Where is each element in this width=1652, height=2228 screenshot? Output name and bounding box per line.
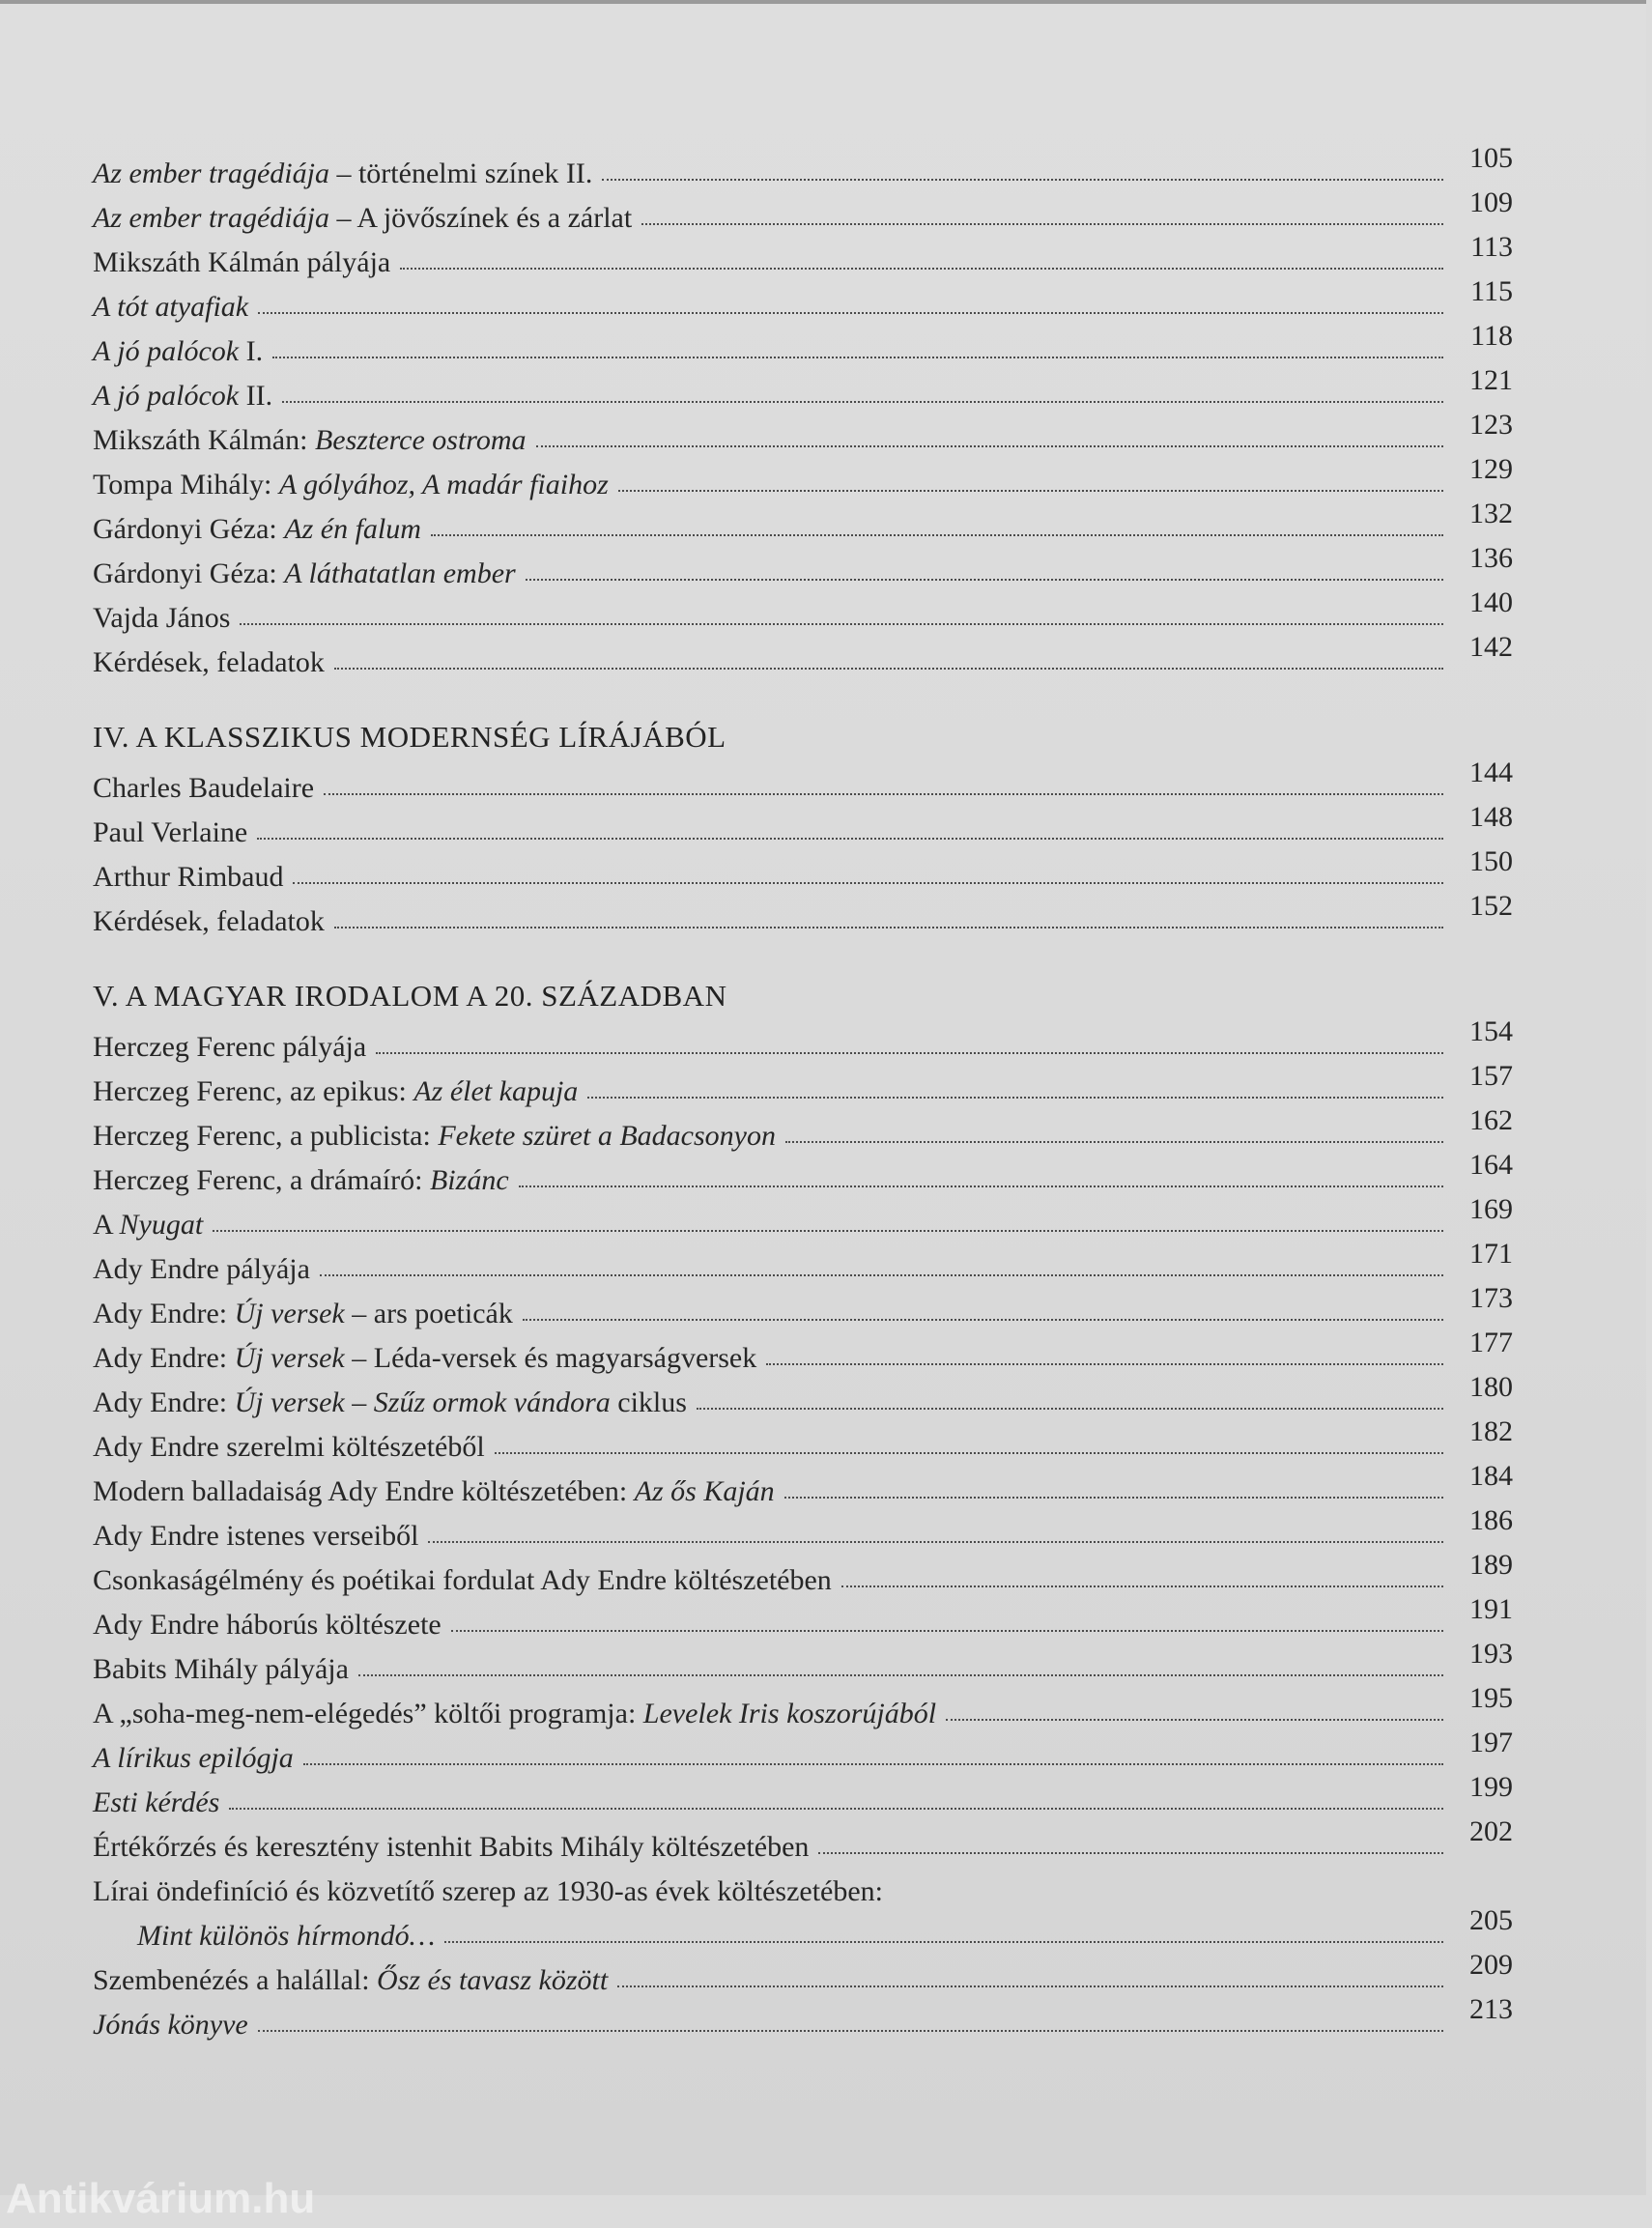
dot-leader [641, 223, 1443, 225]
dot-leader [818, 1852, 1443, 1854]
title-part: Charles Baudelaire [93, 772, 315, 804]
toc-entry-title [93, 772, 314, 804]
page-number: 213 [1469, 1993, 1513, 2025]
dot-leader [618, 490, 1443, 492]
toc-entry [93, 1329, 1513, 1374]
page-number: 186 [1469, 1504, 1513, 1536]
dot-leader [784, 1497, 1443, 1499]
toc-entry-title [93, 1120, 776, 1152]
italic-title-part: Ősz és tavasz között [377, 1964, 609, 1996]
toc-entry-title [93, 557, 516, 589]
toc-entry-title [93, 602, 230, 634]
toc-entry-title [93, 905, 325, 937]
dot-leader [258, 312, 1443, 314]
title-part: Tompa Mihály: [93, 469, 279, 500]
italic-title-part: A lírikus epilógja [93, 1742, 294, 1774]
italic-title-part: Szűz ormok vándora [373, 1386, 611, 1418]
toc-entry [93, 1815, 1513, 1863]
watermark: Antikvárium.hu [6, 2175, 316, 2222]
page-number: 169 [1469, 1193, 1513, 1225]
toc-entry-title [93, 646, 325, 678]
toc-entry-title [93, 291, 248, 323]
toc-entry [93, 1104, 1513, 1152]
italic-title-part: Az ember tragédiája [93, 202, 329, 234]
title-part: – A jövőszínek és a zárlat [328, 202, 633, 234]
toc-entry [93, 1593, 1513, 1641]
page-number: 193 [1469, 1638, 1513, 1670]
title-part: Gárdonyi Géza: [93, 513, 285, 545]
dot-leader [303, 1763, 1443, 1765]
dot-leader [257, 838, 1443, 840]
dot-leader [320, 1274, 1443, 1276]
italic-title-part: A gólyához, A madár fiaihoz [278, 469, 609, 500]
toc-entry-title [93, 469, 609, 500]
title-part: – [344, 1386, 374, 1418]
title-part: Babits Mihály pályája [93, 1653, 349, 1685]
toc-entry [93, 500, 1513, 545]
toc-entry [93, 1771, 1513, 1818]
page-number: 173 [1469, 1282, 1513, 1314]
dot-leader [282, 401, 1443, 403]
title-part: Gárdonyi Géza: [93, 557, 285, 589]
title-part: Mikszáth Kálmán pályája [93, 246, 391, 278]
dot-leader [428, 1541, 1443, 1543]
toc-entry-title [93, 424, 527, 456]
title-part: Paul Verlaine [93, 816, 248, 848]
toc-entry [93, 1460, 1513, 1507]
italic-title-part: Az élet kapuja [413, 1075, 579, 1107]
page-number: 129 [1469, 453, 1513, 485]
toc-entry [93, 542, 1513, 589]
dot-leader [785, 1141, 1443, 1143]
page-number: 109 [1469, 186, 1513, 218]
page-number: 157 [1469, 1060, 1513, 1092]
toc-entry [93, 1638, 1513, 1685]
title-part: – ars poeticák [344, 1298, 513, 1329]
italic-title-part: Nyugat [119, 1209, 204, 1241]
toc-entry [93, 231, 1513, 278]
section-heading: IV. A KLASSZIKUS MODERNSÉG LÍRÁJÁBÓL [93, 720, 726, 754]
page-number: 150 [1469, 845, 1513, 877]
toc-entry-title [93, 1564, 832, 1596]
italic-title-part: A jó palócok [93, 335, 240, 367]
dot-leader [602, 179, 1443, 181]
toc-entry [93, 364, 1513, 412]
toc-entry [93, 142, 1513, 189]
toc-entry [93, 1060, 1513, 1107]
dot-leader [495, 1452, 1443, 1454]
toc-entry-title [93, 1609, 441, 1641]
italic-title-part: A tót atyafiak [93, 291, 249, 323]
title-part: Vajda János [93, 602, 231, 634]
title-part: Szembenézés a halállal: [93, 1964, 378, 1996]
title-part: II. [239, 380, 273, 412]
italic-title-part: Új versek [234, 1298, 345, 1329]
title-part: Herczeg Ferenc, a drámaíró: [93, 1164, 430, 1196]
toc-entry [93, 890, 1513, 937]
toc-entry [93, 1549, 1513, 1596]
title-part: Herczeg Ferenc pályája [93, 1031, 367, 1063]
title-part: A „soha-meg-nem-elégedés” költői programja: [93, 1698, 643, 1729]
toc-entry [93, 1504, 1513, 1552]
title-part: Ady Endre pályája [93, 1253, 310, 1285]
italic-title-part: A láthatatlan ember [284, 557, 516, 589]
toc-entry-title [93, 1075, 578, 1107]
page-number: 191 [1469, 1593, 1513, 1625]
dot-leader [519, 1185, 1443, 1187]
title-part: Csonkaságélmény és poétikai fordulat Ady Endre költészetében [93, 1564, 832, 1596]
italic-title-part: Fekete szüret a Badacsonyon [438, 1120, 776, 1152]
italic-title-part: Új versek [234, 1342, 345, 1374]
title-part: Ady Endre: [93, 1298, 235, 1329]
page-number: 113 [1470, 231, 1513, 263]
dot-leader [240, 623, 1443, 625]
page-number: 209 [1469, 1949, 1513, 1981]
toc-entry-title [93, 1386, 687, 1418]
page-number: 132 [1469, 498, 1513, 529]
page-number: 148 [1469, 801, 1513, 833]
page-number: 136 [1469, 542, 1513, 574]
title-part: Ady Endre háborús költészete [93, 1609, 441, 1641]
toc-entry [93, 845, 1513, 893]
toc-entry [93, 631, 1513, 678]
dot-leader [766, 1363, 1443, 1365]
italic-title-part: Az ős Kaján [634, 1475, 775, 1507]
toc-entry [93, 409, 1513, 456]
page-top-edge [0, 0, 1646, 4]
toc-entry-title [93, 1031, 366, 1063]
dot-leader [293, 882, 1443, 884]
dot-leader [526, 579, 1443, 581]
toc-entry-title [93, 1209, 203, 1241]
page-number: 144 [1469, 757, 1513, 788]
dot-leader [587, 1097, 1443, 1099]
page-number: 197 [1469, 1727, 1513, 1758]
title-part: – történelmi színek II. [328, 157, 593, 189]
italic-title-part: Beszterce ostroma [314, 424, 527, 456]
title-part: Mikszáth Kálmán: [93, 424, 315, 456]
dot-leader [946, 1719, 1443, 1721]
toc-entry-title [93, 1342, 756, 1374]
page-number: 184 [1469, 1460, 1513, 1492]
page-number: 140 [1469, 586, 1513, 618]
italic-title-part: Levelek Iris koszorújából [642, 1698, 937, 1729]
page-number: 154 [1469, 1015, 1513, 1047]
italic-title-part: A jó palócok [93, 380, 240, 412]
dot-leader [334, 668, 1443, 670]
title-part: Kérdések, feladatok [93, 646, 325, 678]
toc-entry-title [93, 1742, 294, 1774]
toc-entry [93, 586, 1513, 634]
toc-entry-title [93, 1875, 883, 1907]
title-part: I. [239, 335, 264, 367]
dot-leader [536, 445, 1443, 447]
page-number: 162 [1469, 1104, 1513, 1136]
toc-entry-title [93, 1298, 513, 1329]
title-part: Kérdések, feladatok [93, 905, 325, 937]
page-number: 195 [1469, 1682, 1513, 1714]
title-part: Ady Endre: [93, 1386, 235, 1418]
toc-entry [93, 1238, 1513, 1285]
toc-entry-title [93, 1698, 936, 1729]
toc-entry-title [93, 380, 272, 412]
page-number: 171 [1469, 1238, 1513, 1270]
toc-entry [93, 1682, 1513, 1729]
italic-title-part: Új versek [234, 1386, 345, 1418]
italic-title-part: Mint különös hírmondó… [137, 1920, 436, 1952]
toc-entry-title [93, 1431, 485, 1463]
title-part: – Léda-versek és magyarságversek [344, 1342, 757, 1374]
title-part: Modern balladaiság Ady Endre költészetében: [93, 1475, 635, 1507]
toc-entry-title [93, 816, 247, 848]
dot-leader [523, 1319, 1443, 1321]
dot-leader [258, 2030, 1443, 2032]
toc-entry-title [93, 1786, 219, 1818]
dot-leader [376, 1052, 1443, 1054]
page-number: 199 [1469, 1771, 1513, 1803]
dot-leader [451, 1630, 1443, 1632]
toc-entry-title [93, 1253, 310, 1285]
toc-entry [93, 801, 1513, 848]
toc-entry-title [93, 1920, 435, 1952]
dot-leader [213, 1230, 1443, 1232]
toc-entry-title [93, 1831, 809, 1863]
page-number: 202 [1469, 1815, 1513, 1847]
page-number: 152 [1469, 890, 1513, 922]
page-number: 142 [1469, 631, 1513, 663]
toc-entry-title [93, 335, 263, 367]
page-number: 121 [1469, 364, 1513, 396]
toc-entry [93, 1993, 1513, 2041]
title-part: Ady Endre: [93, 1342, 235, 1374]
toc-entry [93, 1863, 1513, 1907]
dot-leader [617, 1985, 1443, 1987]
italic-title-part: Jónás könyve [93, 2009, 248, 2041]
toc-entry-title [93, 1475, 775, 1507]
italic-title-part: Az ember tragédiája [93, 157, 329, 189]
toc-entry [93, 1904, 1513, 1952]
section-heading: V. A MAGYAR IRODALOM A 20. SZÁZADBAN [93, 979, 727, 1013]
toc-entry [93, 1949, 1513, 1996]
toc-entry [93, 320, 1513, 367]
page-number: 182 [1469, 1415, 1513, 1447]
toc-entry [93, 1729, 1513, 1774]
title-part: Herczeg Ferenc, a publicista: [93, 1120, 439, 1152]
title-part: A [93, 1209, 120, 1241]
toc-entry-title [93, 2009, 248, 2041]
toc-entry-title [93, 202, 632, 234]
toc-entry-title [93, 1164, 509, 1196]
page-number: 118 [1470, 320, 1513, 352]
toc-entry-title [93, 1964, 608, 1996]
toc-entry [93, 1371, 1513, 1418]
title-part: Ady Endre istenes verseiből [93, 1520, 419, 1552]
page-number: 180 [1469, 1371, 1513, 1403]
dot-leader [444, 1941, 1443, 1943]
title-part: Lírai öndefiníció és közvetítő szerep az 1930-as évek költészetében: [93, 1875, 883, 1907]
toc-entry [93, 453, 1513, 500]
italic-title-part: Esti kérdés [93, 1786, 220, 1818]
page-number: 164 [1469, 1149, 1513, 1181]
toc-entry [93, 759, 1513, 804]
dot-leader [324, 793, 1443, 795]
toc-entry [93, 275, 1513, 323]
title-part: Értékőrzés és keresztény istenhit Babits Mihály költészetében [93, 1831, 810, 1863]
page-number: 105 [1469, 142, 1513, 174]
toc-entry [93, 1015, 1513, 1063]
toc-entry [93, 1415, 1513, 1463]
toc-entry-title [93, 513, 421, 545]
dot-leader [431, 534, 1443, 536]
page-number: 189 [1469, 1549, 1513, 1581]
dot-leader [272, 357, 1443, 358]
italic-title-part: Az én falum [284, 513, 421, 545]
italic-title-part: Bizánc [429, 1164, 509, 1196]
toc-entry-title [93, 157, 592, 189]
dot-leader [229, 1808, 1443, 1810]
title-part: Arthur Rimbaud [93, 861, 284, 893]
page-number: 115 [1470, 275, 1513, 307]
toc-entry [93, 186, 1513, 234]
page-number: 205 [1469, 1904, 1513, 1936]
dot-leader [697, 1408, 1443, 1410]
dot-leader [400, 268, 1443, 270]
toc-entry-title [93, 1520, 418, 1552]
page-number: 177 [1469, 1327, 1513, 1358]
page-number: 123 [1469, 409, 1513, 441]
toc-entry [93, 1149, 1513, 1196]
dot-leader [334, 927, 1443, 928]
toc-entry-title [93, 861, 283, 893]
toc-entry-title [93, 246, 390, 278]
title-part: Ady Endre szerelmi költészetéből [93, 1431, 485, 1463]
dot-leader [841, 1585, 1443, 1587]
toc-entry [93, 1193, 1513, 1241]
title-part: ciklus [610, 1386, 687, 1418]
table-of-contents [93, 142, 1513, 2041]
dot-leader [358, 1674, 1443, 1676]
toc-entry [93, 1282, 1513, 1329]
toc-entry-title [93, 1653, 349, 1685]
title-part: Herczeg Ferenc, az epikus: [93, 1075, 414, 1107]
